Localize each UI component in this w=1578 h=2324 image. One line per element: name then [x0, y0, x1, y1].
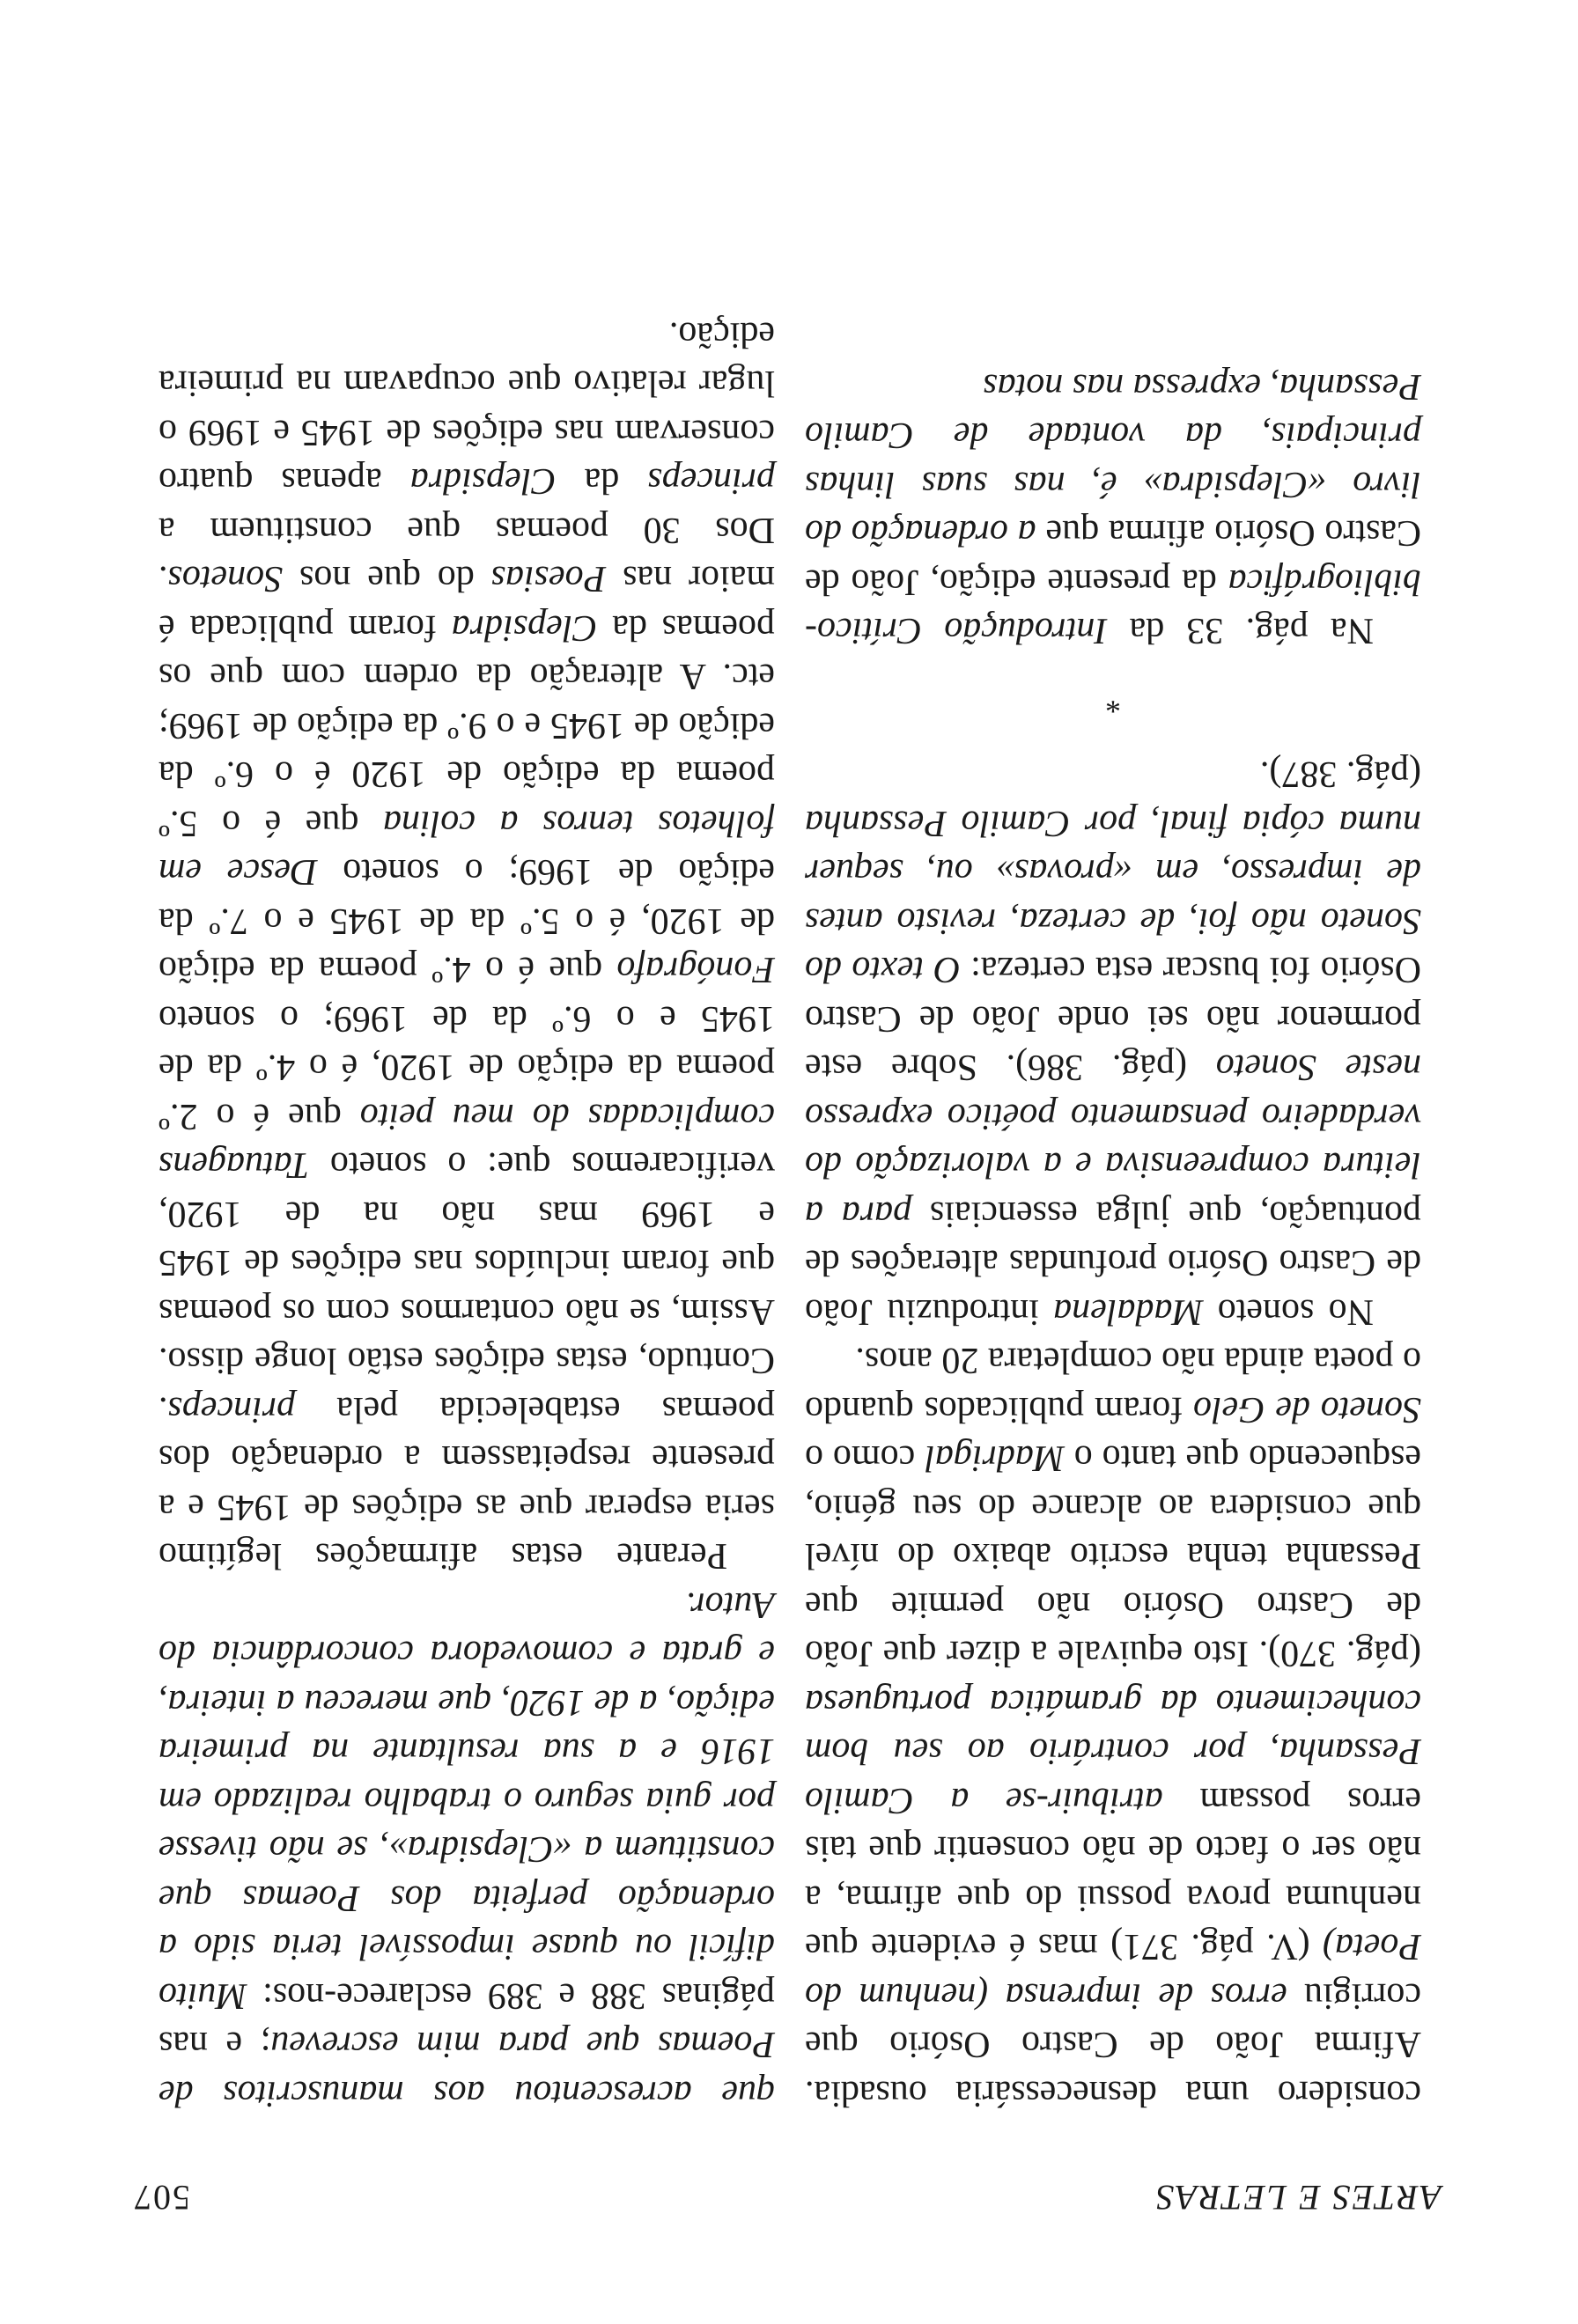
text-run: . Contudo, estas edições estão longe disso. Assim, se não contarmos com os poemas que foram incluídos nas edições de 1945 e 1969 mas não na de 1920, verificaremos que: o soneto: [159, 1144, 775, 1430]
italic-run: Fonógrafo: [616, 949, 775, 990]
text-run: que é o 5.º poema da edição de 1920 é o 6.º da edição de 1945 e o 9.º da edição de 1969; etc. A alteração da ordem com que os poemas da: [159, 607, 775, 843]
text-run: introduziu João de Castro Osório profundas alterações de pontuação, que julga essenciais: [805, 1194, 1421, 1332]
italic-run: para a leitura compreensiva e a valorização do verdadeiro pensamento poético expresso neste Soneto: [805, 1047, 1421, 1234]
italic-run: Poesias: [490, 558, 607, 599]
text-run: Perante estas afirmações legítimo seria esperar que as edições de 1945 e a presente respeitassem a ordenação dos poemas estabelecida pela: [159, 1389, 775, 1577]
italic-run: Clepsidra: [409, 460, 557, 502]
text-run: da presente edição, João de Castro Osório afirma que: [805, 512, 1421, 602]
italic-run: a ordenação do livro «Clepsidra» é, nas suas linhas principais, da vontade de Camilo Pessanha, expressa nas notas: [805, 366, 1421, 554]
text-run: ; e nas páginas 388 e 389 esclarece-nos:: [159, 1975, 775, 2065]
italic-run: Soneto de Gelo: [1193, 1389, 1421, 1430]
italic-run: O texto do Soneto não foi, de certeza, revisto antes de impresso, em «provas» ou, sequer numa cópia final, por Camilo Pessanha: [805, 803, 1421, 990]
italic-run: Madrigal: [925, 1438, 1065, 1479]
text-run: Na pág. 33 da: [1107, 610, 1374, 651]
italic-run: Muito difícil ou quase impossível teria sido a ordenação perfeita dos Poemas que constituem a «Clepsidra», se não tivesse por guia seguro o trabalho realizado em 1916 e a sua resultante na primeira edição, a de 1920, que mereceu a inteira, e grata e comovedora concordância do Autor.: [159, 1585, 775, 2016]
text-run: que é o 2.º poema da edição de 1920, é o 4.º da de 1945 e o 6.º da de 1969; o soneto: [158, 998, 775, 1136]
paragraph-2: [159, 310, 775, 1580]
italic-run: Madalena: [1053, 1291, 1204, 1332]
italic-run: erros de imprensa (nenhum do Poeta): [805, 1926, 1421, 2016]
italic-run: Tatuagens complicadas do meu peito: [159, 1096, 775, 1186]
text-run: . Dos 30 poemas que constituem a: [159, 510, 775, 599]
page-header: [132, 2169, 1442, 2218]
paragraph-3: [805, 362, 1421, 655]
text-run: que é o 4.º poema da edição de 1920, é o 5.º da de 1945 e o 7.º da edição de 1969; o soneto: [159, 851, 775, 990]
text-run: do que nos: [283, 558, 491, 599]
italic-run: Desce em folhetos tenros a colina: [159, 803, 775, 893]
italic-run: que acrescentou aos manuscritos de Poemas que para mim escreveu: [159, 2024, 775, 2114]
paragraph-1: [805, 1335, 1421, 2117]
text-run: da: [556, 460, 648, 502]
italic-run: atribuir-se a Camilo Pessanha, por contrário ao seu bom conhecimento da gramática portuguesa: [805, 1682, 1421, 1820]
text-run: (pág. 370). Isto equivale a dizer que João de Castro Osório não permite que Pessanha tenha escrito abaixo do nível que considera ao alcance do seu génio, esquecendo que tanto o: [805, 1438, 1421, 1674]
italic-run: Clepsidra: [451, 607, 598, 648]
text-run: foram publicados quando o poeta ainda não completara 20 anos.: [805, 1340, 1421, 1430]
text-run: como o: [805, 1438, 925, 1479]
italic-run: princeps: [647, 460, 775, 502]
left-column: [805, 66, 1421, 2117]
text-run: (pág. 386). Sobre este pormenor não sei onde João de Castro Osório foi buscar esta certeza:: [805, 949, 1421, 1088]
italic-run: Sonetos: [167, 558, 284, 599]
right-column: [159, 66, 775, 2117]
text-run: foram publicada é maior nas: [159, 558, 775, 648]
paragraph-1: [159, 1580, 775, 2118]
text-run: (pág. 387).: [1259, 754, 1421, 795]
text-run: (V. pág. 371) mas é evidente que nenhuma prova possui do que afirma, a não ser o facto de não consentir que tais erros possam: [805, 1780, 1421, 1967]
page-number: 507: [132, 2178, 190, 2217]
text-run: considero uma desnecessária ousadia. Afirma João de Castro Osório que corrigiu: [805, 1975, 1421, 2114]
paragraph-2: [805, 749, 1421, 1335]
text-run: apenas quatro conservam nas edições de 1945 e 1969 o lugar relativo que ocupavam na primeira edição.: [159, 314, 775, 502]
italic-run: Introdução Crítico-bibliográfica: [805, 562, 1421, 651]
running-title: ARTES E LETRAS: [1154, 2178, 1442, 2217]
section-separator: *: [1105, 685, 1121, 720]
text-run: No soneto: [1203, 1291, 1374, 1332]
italic-run: princeps: [167, 1389, 296, 1430]
